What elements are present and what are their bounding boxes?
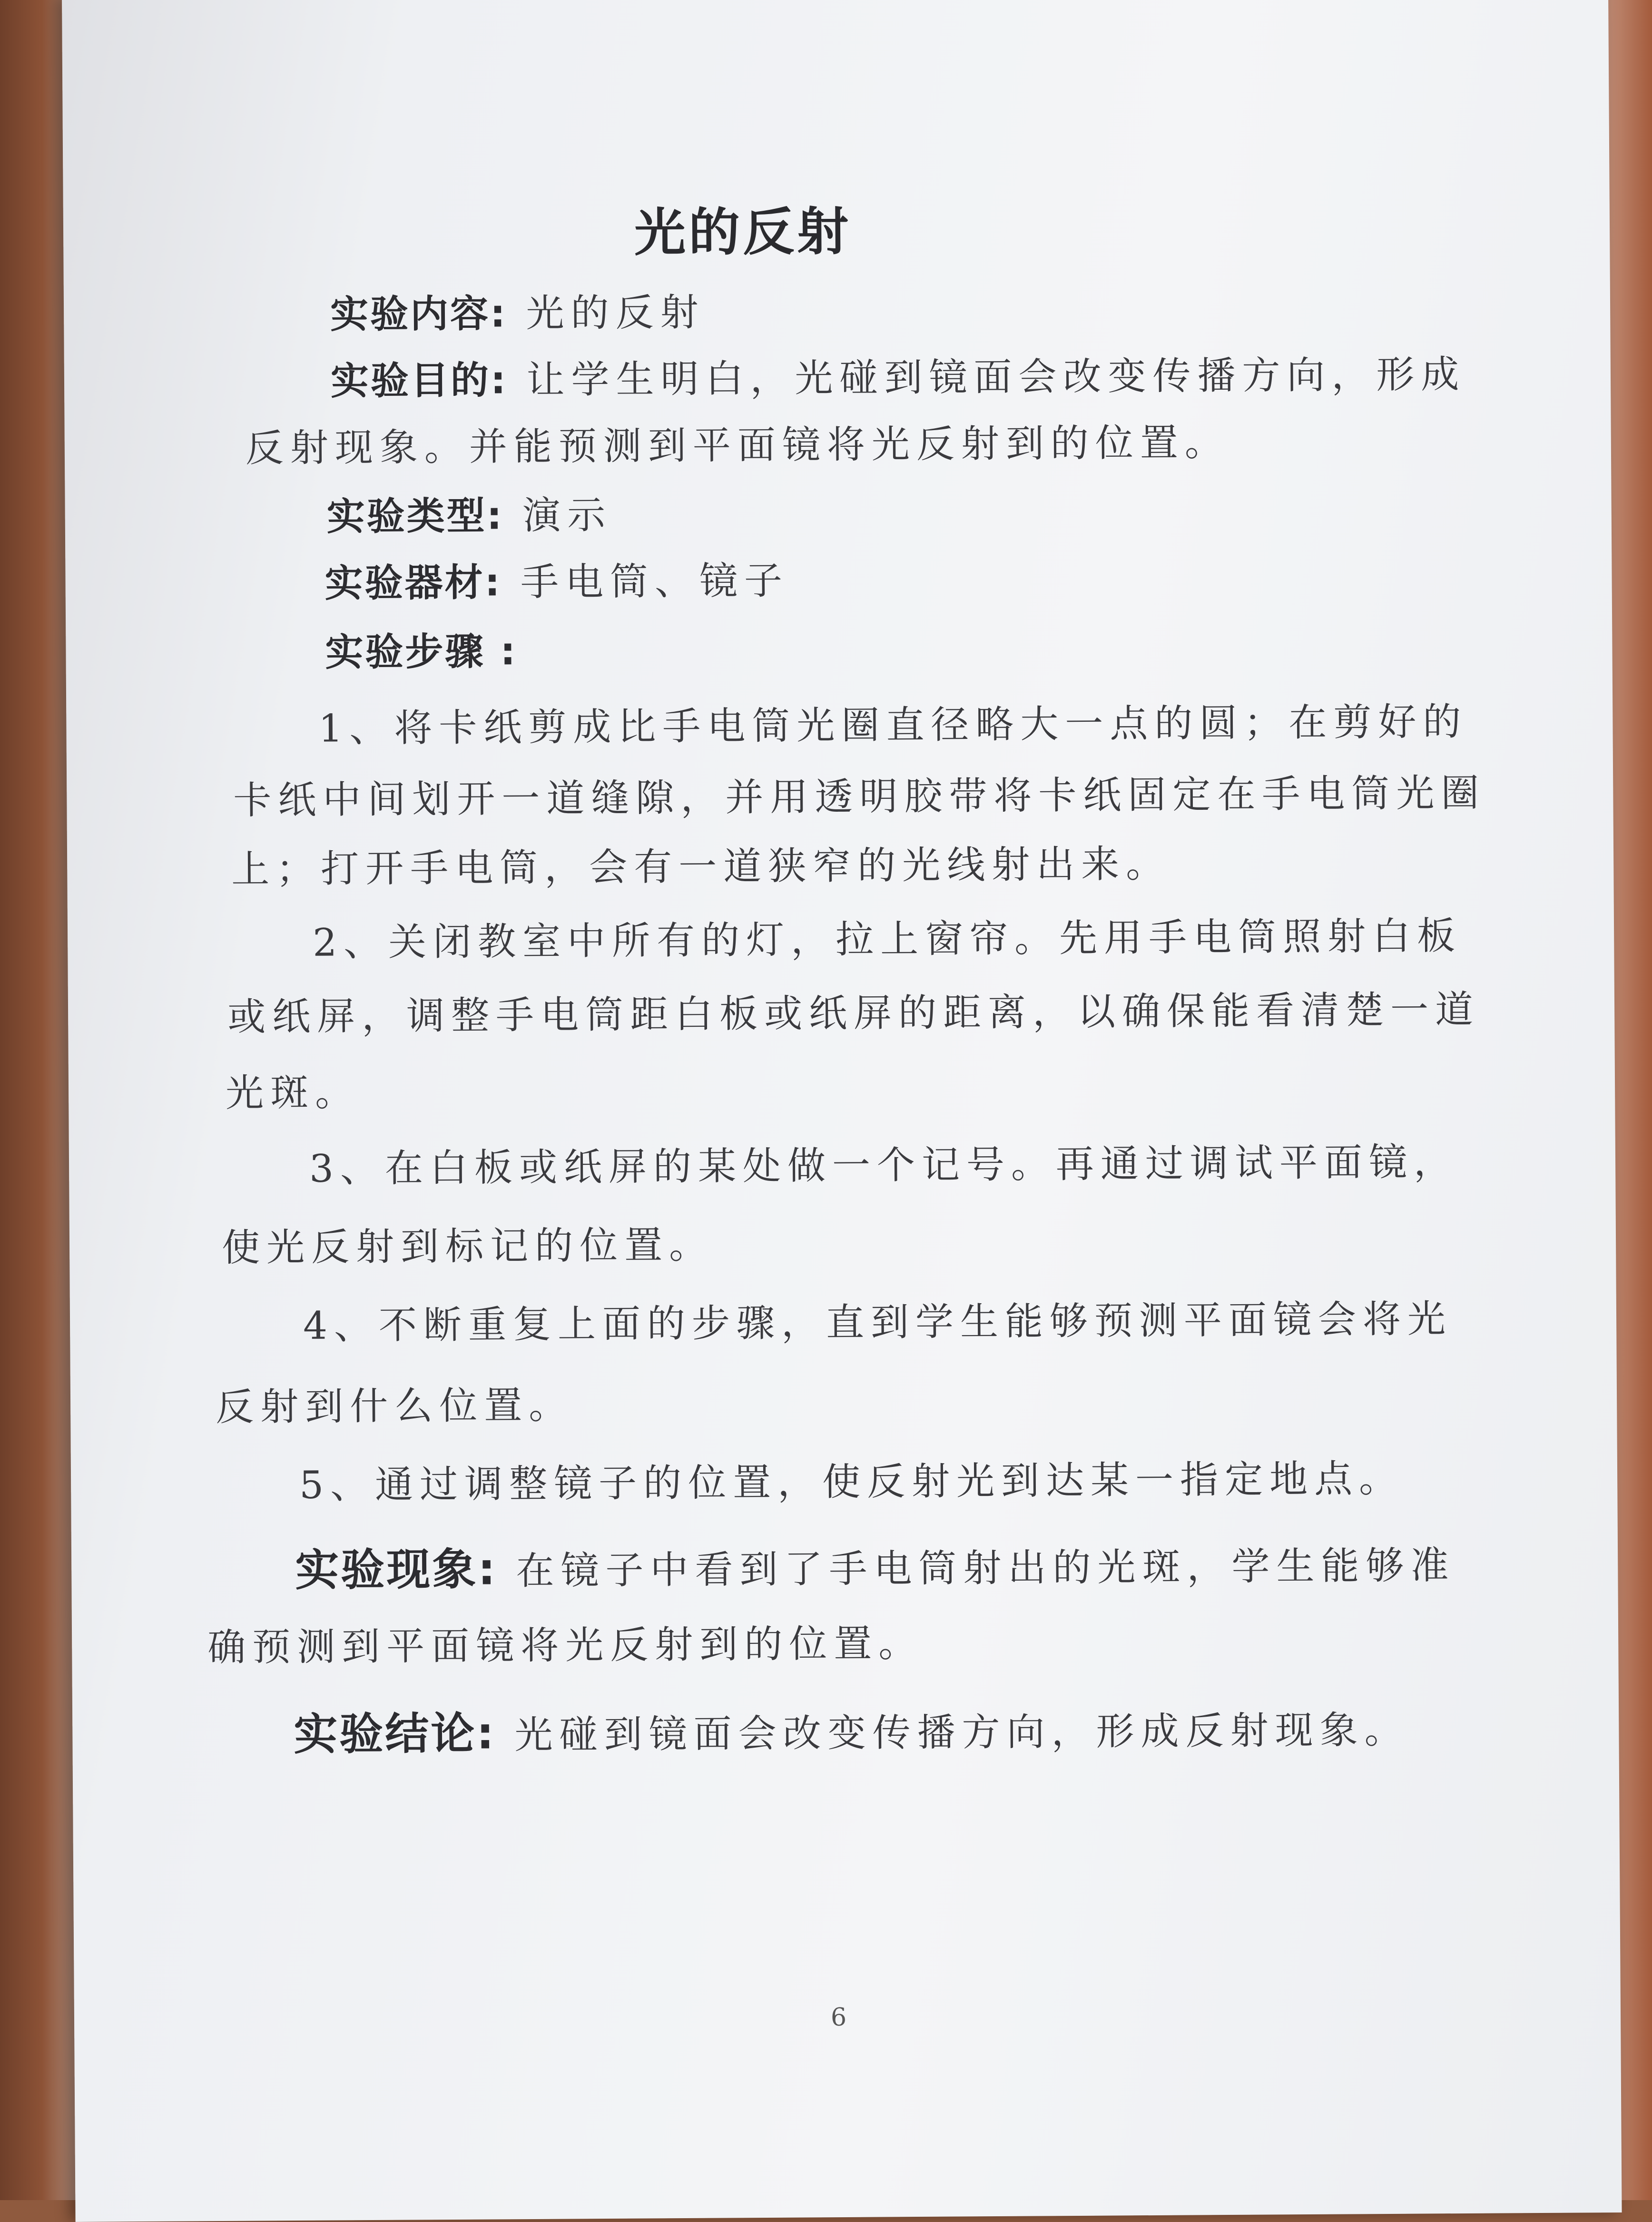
steps-heading — [325, 620, 518, 676]
equipment-row — [324, 550, 789, 608]
phenomenon-row — [295, 1528, 1455, 1598]
step-1-line-2: 卡纸中间划开一道缝隙，并用透明胶带将卡纸固定在手电筒光圈 — [233, 770, 1486, 823]
step-4-line-2: 反射到什么位置。 — [215, 1383, 574, 1430]
step-2-line-1: 2、关闭教室中所有的灯，拉上窗帘。先用手电筒照射白板 — [312, 913, 1462, 965]
step-1-line-3: 上；打开手电筒，会有一道狭窄的光线射出来。 — [231, 841, 1171, 892]
content-label: 实验内容: — [330, 291, 508, 337]
paper-sheet — [62, 0, 1622, 2222]
steps-label: 实验步骤 : — [325, 629, 518, 675]
type-row — [326, 484, 612, 541]
page-number: 6 — [830, 2003, 847, 2032]
step-5-line-1: 5、通过调整镜子的位置，使反射光到达某一指定地点。 — [299, 1456, 1404, 1507]
phenomenon-line-2: 确预测到平面镜将光反射到的位置。 — [207, 1621, 924, 1670]
step-3-line-1: 3、在白板或纸屏的某处做一个记号。再通过调试平面镜， — [309, 1140, 1459, 1191]
purpose-row — [331, 344, 1466, 405]
content-value: 光的反射 — [526, 290, 705, 335]
step-1-line-1: 1、将卡纸剪成比手电筒光圈直径略大一点的圆；在剪好的 — [318, 699, 1468, 751]
purpose-line-2: 反射现象。并能预测到平面镜将光反射到的位置。 — [245, 420, 1230, 471]
purpose-line-1: 让学生明白，光碰到镜面会改变传播方向，形成 — [526, 352, 1466, 402]
type-value: 演示 — [522, 492, 612, 538]
equipment-label: 实验器材: — [324, 560, 502, 606]
step-3-line-2: 使光反射到标记的位置。 — [221, 1222, 714, 1270]
conclusion-label: 实验结论: — [294, 1708, 496, 1760]
step-2-line-3: 光斑。 — [225, 1070, 360, 1115]
type-label: 实验类型: — [326, 493, 504, 539]
conclusion-row — [294, 1693, 1409, 1762]
conclusion-value: 光碰到镜面会改变传播方向，形成反射现象。 — [514, 1707, 1409, 1758]
phenomenon-label: 实验现象: — [295, 1544, 498, 1596]
step-4-line-1: 4、不断重复上面的步骤，直到学生能够预测平面镜会将光 — [303, 1297, 1453, 1348]
purpose-label: 实验目的: — [330, 358, 508, 403]
step-2-line-2: 或纸屏，调整手电筒距白板或纸屏的距离，以确保能看清楚一道 — [227, 987, 1480, 1039]
document-title: 光的反射 — [634, 202, 852, 263]
content-row — [330, 282, 705, 339]
equipment-value: 手电筒、镜子 — [520, 558, 789, 605]
phenomenon-line-1: 在镜子中看到了手电筒射出的光斑，学生能够准 — [516, 1543, 1455, 1593]
